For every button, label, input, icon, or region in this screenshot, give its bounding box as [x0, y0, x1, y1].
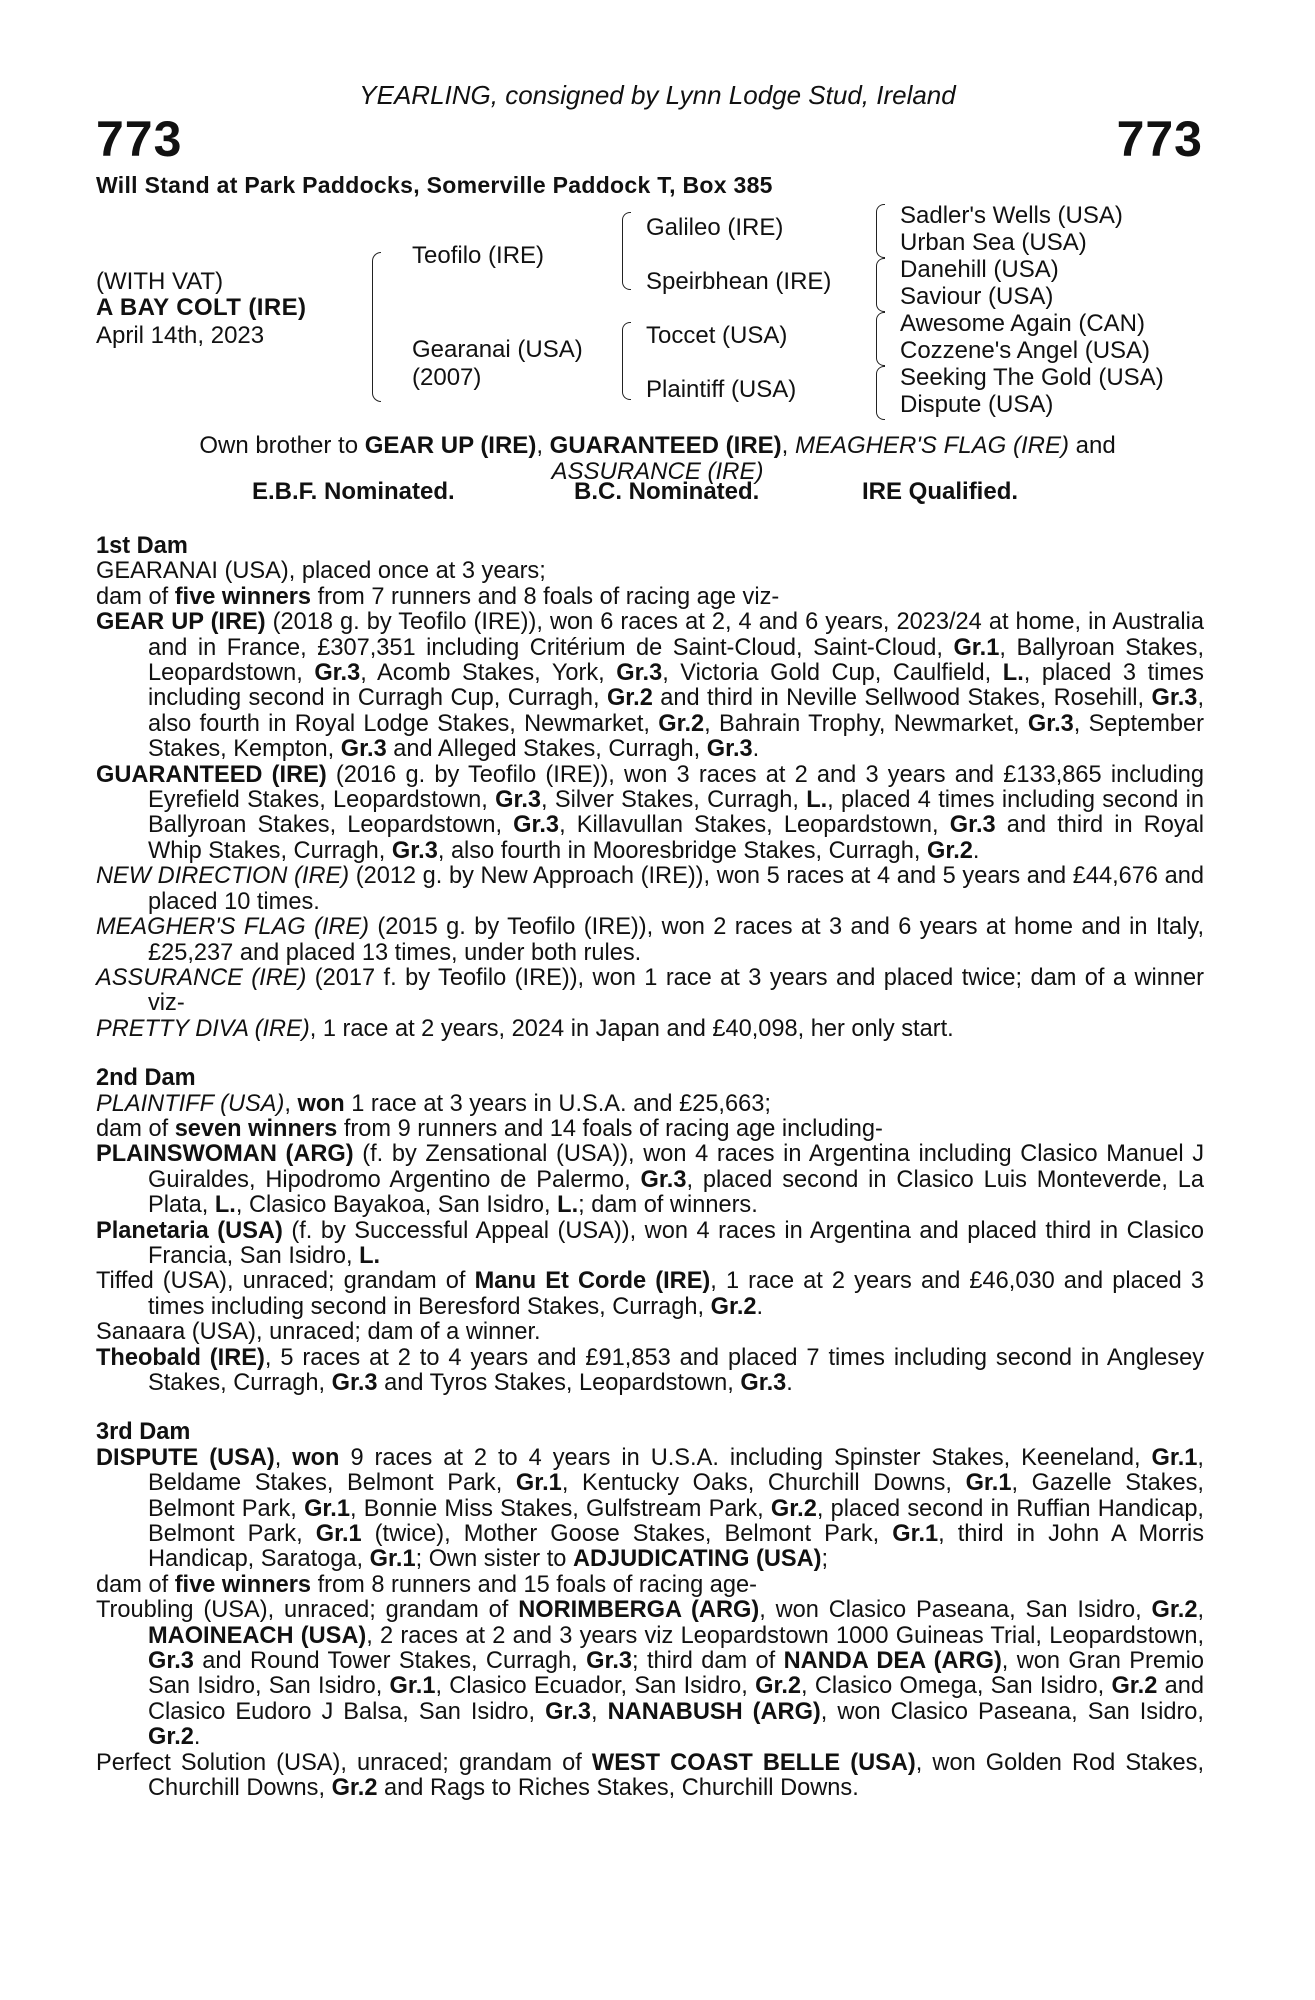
- dds: Seeking The Gold (USA): [900, 364, 1164, 391]
- winners-count: five winners: [174, 1571, 312, 1598]
- text: , Gazelle Stakes, Belmont Park,: [148, 1470, 1204, 1522]
- text: 1 race at 3 years in U.S.A. and £25,663;: [344, 1090, 771, 1117]
- text: .: [786, 1370, 793, 1396]
- text: (2015 g. by Teofilo (IRE)), won 2 races at 3 and 6 years at home and in Italy, £25,237 and placed 13 times, under both rules.: [148, 914, 1204, 966]
- sds: Danehill (USA): [900, 256, 1059, 283]
- grade: Gr.3: [616, 660, 663, 687]
- produce-entry: [96, 915, 1204, 966]
- catalogue-subtitle: YEARLING, consigned by Lynn Lodge Stud, Ireland: [359, 80, 956, 110]
- grade: Gr.3: [545, 1698, 592, 1725]
- text: ; Own sister to: [415, 1546, 573, 1573]
- text: , won Gran Premio San Isidro, San Isidro,: [148, 1648, 1204, 1700]
- text: , Bahrain Trophy, Newmarket,: [704, 710, 1028, 737]
- text: , also fourth in Royal Lodge Stakes, Newmarket,: [148, 685, 1204, 737]
- grade: Gr.3: [1027, 710, 1074, 737]
- dam: Gearanai (USA): [412, 336, 583, 363]
- horse-name: GUARANTEED (IRE): [96, 761, 327, 788]
- grade: Gr.1: [389, 1673, 436, 1700]
- first-dam-line: GEARANAI (USA), placed once at 3 years;: [96, 558, 546, 585]
- own-brother-prefix: Own brother to: [199, 432, 365, 459]
- own-brother-line: [0, 432, 1315, 460]
- grade: Gr.2: [770, 1495, 817, 1522]
- dam-sire: Toccet (USA): [646, 322, 788, 349]
- text: ,: [591, 1698, 608, 1725]
- text: from 8 runners and 15 foals of racing age-: [311, 1571, 757, 1598]
- grade: Gr.2: [755, 1673, 802, 1700]
- grade: Gr.2: [1111, 1673, 1158, 1700]
- ddd: Dispute (USA): [900, 391, 1054, 418]
- grade: Gr.3: [331, 1370, 378, 1396]
- sibling-name: MEAGHER'S FLAG (IRE): [795, 432, 1069, 459]
- text: (twice), Mother Goose Stakes, Belmont Park,: [361, 1521, 893, 1548]
- dss: Awesome Again (CAN): [900, 310, 1145, 337]
- text: , Beldame Stakes, Belmont Park,: [148, 1444, 1204, 1497]
- horse-name: Planetaria (USA): [96, 1217, 283, 1244]
- text: (2018 g. by Teofilo (IRE)), won 6 races at 2, 4 and 6 years, 2023/24 at home, in Australia and in France, £307,351 including Critérium de Saint-Cloud, Saint-Cloud,: [148, 609, 1205, 661]
- dsd: Cozzene's Angel (USA): [900, 337, 1151, 364]
- pedigree-brace: [876, 366, 885, 420]
- horse-name: PLAINSWOMAN (ARG): [96, 1141, 354, 1168]
- sss: Sadler's Wells (USA): [900, 202, 1123, 229]
- text: , won Clasico Paseana, San Isidro,: [759, 1597, 1152, 1624]
- text: , Acomb Stakes, York,: [360, 660, 617, 687]
- pedigree-brace: [372, 252, 381, 402]
- horse-name: NANABUSH (ARG): [607, 1698, 821, 1725]
- text: ; third dam of: [632, 1648, 784, 1675]
- produce-entry: [96, 966, 1204, 1017]
- pedigree-brace: [876, 312, 885, 366]
- stand-location: Will Stand at Park Paddocks, Somerville Paddock T, Box 385: [96, 172, 773, 198]
- text: .: [752, 736, 760, 763]
- grade: Gr.3: [391, 837, 438, 864]
- sire: Teofilo (IRE): [412, 242, 545, 269]
- produce-entry: [96, 610, 1204, 762]
- bc-nomination: B.C. Nominated.: [574, 478, 760, 505]
- text: , September Stakes, Kempton,: [148, 710, 1204, 763]
- third-dam-produce-line: [96, 1573, 1204, 1598]
- text: and Rags to Riches Stakes, Churchill Downs.: [377, 1775, 859, 1802]
- second-dam-heading: 2nd Dam: [96, 1065, 196, 1092]
- grade: Gr.1: [953, 634, 1000, 661]
- text: , placed 4 times including second in Ballyroan Stakes, Leopardstown,: [148, 787, 1204, 839]
- produce-record: [96, 534, 1204, 1802]
- text: from 9 runners and 14 foals of racing age including-: [337, 1115, 883, 1142]
- grade: L.: [557, 1192, 579, 1219]
- produce-entry: [96, 864, 1204, 915]
- grade: Gr.3: [495, 787, 542, 814]
- grade: Gr.1: [515, 1470, 562, 1497]
- text: (f. by Successful Appeal (USA)), won 4 races in Argentina and placed third in Clasico Francia, San Isidro,: [148, 1217, 1204, 1269]
- grade: Gr.1: [304, 1495, 350, 1522]
- grade: Gr.1: [892, 1521, 939, 1548]
- grade: Gr.3: [148, 1648, 194, 1675]
- grade: Gr.2: [658, 710, 705, 737]
- text: Sanaara (USA), unraced; dam of a winner.: [96, 1319, 541, 1346]
- first-dam-heading: 1st Dam: [96, 533, 188, 559]
- text: , 1 race at 2 years and £46,030 and placed 3 times including second in Beresford Stakes, Curragh,: [148, 1268, 1204, 1320]
- text: and third in Neville Sellwood Stakes, Rosehill,: [652, 685, 1152, 712]
- grade: Gr.2: [710, 1293, 757, 1320]
- sibling-name: GUARANTEED (IRE): [549, 432, 782, 459]
- grade: L.: [359, 1242, 381, 1269]
- lot-number-left: 773: [96, 111, 183, 167]
- grade: Gr.3: [586, 1648, 633, 1675]
- grade: Gr.3: [1151, 685, 1198, 712]
- grade: Gr.1: [965, 1470, 1012, 1497]
- winners-count: seven winners: [174, 1115, 338, 1142]
- sire-dam: Speirbhean (IRE): [646, 268, 832, 295]
- grade: Gr.2: [926, 837, 973, 864]
- horse-name: NANDA DEA (ARG): [783, 1648, 1002, 1675]
- horse-name: NEW DIRECTION (IRE): [96, 863, 350, 890]
- horse-name: WEST COAST BELLE (USA): [591, 1749, 916, 1776]
- foaling-date: April 14th, 2023: [96, 322, 265, 349]
- grade: Gr.3: [314, 660, 361, 687]
- separator: and: [1068, 432, 1116, 459]
- text: Tiffed (USA), unraced; grandam of: [96, 1268, 475, 1295]
- third-dam-record: [96, 1446, 1204, 1573]
- text: , Clasico Bayakoa, San Isidro,: [235, 1192, 558, 1219]
- pedigree-brace: [622, 212, 631, 290]
- horse-name: MAOINEACH (USA): [148, 1622, 367, 1649]
- text: , placed second in Ruffian Handicap, Belmont Park,: [148, 1495, 1204, 1548]
- text: ,: [274, 1444, 293, 1471]
- grade: Gr.1: [1151, 1444, 1198, 1471]
- grade: Gr.3: [740, 1370, 787, 1396]
- ssd: Urban Sea (USA): [900, 229, 1087, 256]
- text: Perfect Solution (USA), unraced; grandam of: [96, 1749, 592, 1776]
- grade: Gr.3: [340, 736, 387, 763]
- text: .: [193, 1724, 201, 1751]
- text: .: [756, 1293, 764, 1320]
- text: , 2 races at 2 and 3 years viz Leopardstown 1000 Guineas Trial, Leopardstown,: [366, 1622, 1204, 1649]
- horse-name: MEAGHER'S FLAG (IRE): [96, 914, 370, 941]
- sdd: Saviour (USA): [900, 283, 1054, 310]
- horse-name: A BAY COLT (IRE): [96, 294, 307, 321]
- grade: Gr.3: [640, 1166, 687, 1193]
- horse-name: PRETTY DIVA (IRE): [96, 1015, 310, 1042]
- horse-name: GEAR UP (IRE): [96, 609, 266, 636]
- text: , Silver Stakes, Curragh,: [541, 787, 807, 814]
- grade: L.: [806, 787, 828, 814]
- separator: ,: [536, 432, 550, 459]
- horse-name: Theobald (IRE): [96, 1344, 265, 1371]
- dam-dam: Plaintiff (USA): [646, 376, 797, 403]
- pedigree-brace: [876, 258, 885, 312]
- text: (2017 f. by Teofilo (IRE)), won 1 race at 3 years and placed twice; dam of a winner viz-: [148, 964, 1204, 1017]
- dam-name: DISPUTE (USA): [96, 1444, 275, 1471]
- produce-entry: [96, 1269, 1204, 1320]
- own-brother-line-2: ASSURANCE (IRE): [551, 458, 764, 485]
- text: and third in Royal Whip Stakes, Curragh,: [148, 812, 1204, 864]
- pedigree-brace: [876, 204, 885, 258]
- text: and Tyros Stakes, Leopardstown,: [377, 1370, 741, 1396]
- text: , third in John A Morris Handicap, Saratoga,: [148, 1521, 1204, 1573]
- horse-name: Manu Et Corde (IRE): [474, 1268, 711, 1295]
- text: (2016 g. by Teofilo (IRE)), won 3 races at 2 and 3 years and £133,865 including Eyrefield Stakes, Leopardstown,: [148, 761, 1204, 814]
- text: and Clasico Eudoro J Balsa, San Isidro,: [148, 1673, 1204, 1725]
- text: dam of: [96, 583, 175, 610]
- text: , 1 race at 2 years, 2024 in Japan and £40,098, her only start.: [309, 1015, 954, 1042]
- text: (f. by Zensational (USA)), won 4 races in Argentina including Clasico Manuel J Guiraldes, Hipodromo Argentino de Palermo,: [148, 1141, 1204, 1193]
- separator: ,: [781, 432, 795, 459]
- text: , Clasico Omega, San Isidro,: [801, 1673, 1112, 1700]
- produce-entry: [96, 1142, 1204, 1218]
- grade: Gr.3: [949, 812, 996, 839]
- text: , won Clasico Paseana, San Isidro,: [820, 1698, 1204, 1725]
- text: , Victoria Gold Cup, Caulfield,: [662, 660, 1003, 687]
- produce-entry: [96, 1320, 1204, 1345]
- lot-number-right: 773: [1116, 111, 1203, 167]
- horse-name: ADJUDICATING (USA): [572, 1546, 822, 1573]
- produce-entry: [96, 1751, 1204, 1802]
- grade: Gr.2: [1151, 1597, 1198, 1624]
- text: ; dam of winners.: [578, 1192, 758, 1219]
- text: , Clasico Ecuador, San Isidro,: [435, 1673, 756, 1700]
- produce-entry: [96, 763, 1204, 865]
- text: 9 races at 2 to 4 years in U.S.A. including Spinster Stakes, Keeneland,: [339, 1444, 1152, 1471]
- text: , Killavullan Stakes, Leopardstown,: [559, 812, 950, 839]
- text: from 7 runners and 8 foals of racing age viz-: [311, 583, 780, 610]
- sire-sire: Galileo (IRE): [646, 214, 784, 241]
- text: and Alleged Stakes, Curragh,: [386, 736, 707, 763]
- grade: Gr.1: [315, 1521, 362, 1548]
- dam-name: PLAINTIFF (USA): [96, 1090, 285, 1117]
- text: dam of: [96, 1571, 175, 1598]
- second-dam-line: [96, 1092, 1204, 1117]
- second-dam-produce-line: [96, 1117, 1204, 1142]
- winners-count: five winners: [174, 583, 312, 610]
- text: , also fourth in Mooresbridge Stakes, Curragh,: [437, 837, 927, 864]
- ebf-nomination: E.B.F. Nominated.: [252, 478, 455, 505]
- grade: Gr.3: [706, 736, 753, 763]
- pedigree-brace: [622, 322, 631, 400]
- grade: L.: [1002, 660, 1024, 687]
- text: , Ballyroan Stakes, Leopardstown,: [148, 634, 1204, 687]
- vat-note: (WITH VAT): [96, 268, 224, 295]
- text: ;: [821, 1546, 829, 1573]
- text: Troubling (USA), unraced; grandam of: [96, 1597, 519, 1624]
- text: (2012 g. by New Approach (IRE)), won 5 races at 4 and 5 years and £44,676 and placed 10 times.: [148, 863, 1204, 915]
- text: won: [292, 1444, 340, 1471]
- produce-entry: [96, 1598, 1204, 1750]
- text: .: [972, 837, 980, 864]
- text: , Kentucky Oaks, Churchill Downs,: [561, 1470, 966, 1497]
- dam-year: (2007): [412, 364, 482, 391]
- horse-name: ASSURANCE (IRE): [96, 964, 307, 991]
- grade: Gr.1: [369, 1546, 416, 1573]
- text: , Bonnie Miss Stakes, Gulfstream Park,: [349, 1495, 771, 1522]
- produce-entry: [96, 1219, 1204, 1270]
- text: , 5 races at 2 to 4 years and £91,853 and placed 7 times including second in Anglesey Stakes, Curragh,: [148, 1344, 1204, 1396]
- text: won: [297, 1090, 345, 1117]
- text: dam of: [96, 1115, 175, 1142]
- sibling-name: GEAR UP (IRE): [364, 432, 537, 459]
- ire-qualified: IRE Qualified.: [862, 478, 1019, 505]
- grade: Gr.2: [331, 1775, 378, 1802]
- produce-entry: [96, 1346, 1204, 1397]
- grade: Gr.2: [148, 1724, 194, 1751]
- text: ,: [284, 1090, 298, 1117]
- text: and Round Tower Stakes, Curragh,: [193, 1648, 587, 1675]
- horse-name: NORIMBERGA (ARG): [518, 1597, 760, 1624]
- text: , won Golden Rod Stakes, Churchill Downs,: [148, 1749, 1205, 1802]
- text: ,: [1197, 1597, 1205, 1624]
- text: , placed 3 times including second in Curragh Cup, Curragh,: [148, 660, 1204, 712]
- text: , placed second in Clasico Luis Monteverde, La Plata,: [148, 1166, 1204, 1219]
- third-dam-heading: 3rd Dam: [96, 1419, 191, 1446]
- produce-entry: [96, 1017, 1204, 1042]
- grade: Gr.2: [606, 685, 653, 712]
- grade: Gr.3: [513, 812, 560, 839]
- grade: L.: [214, 1192, 236, 1219]
- first-dam-produce-line: [96, 585, 1204, 610]
